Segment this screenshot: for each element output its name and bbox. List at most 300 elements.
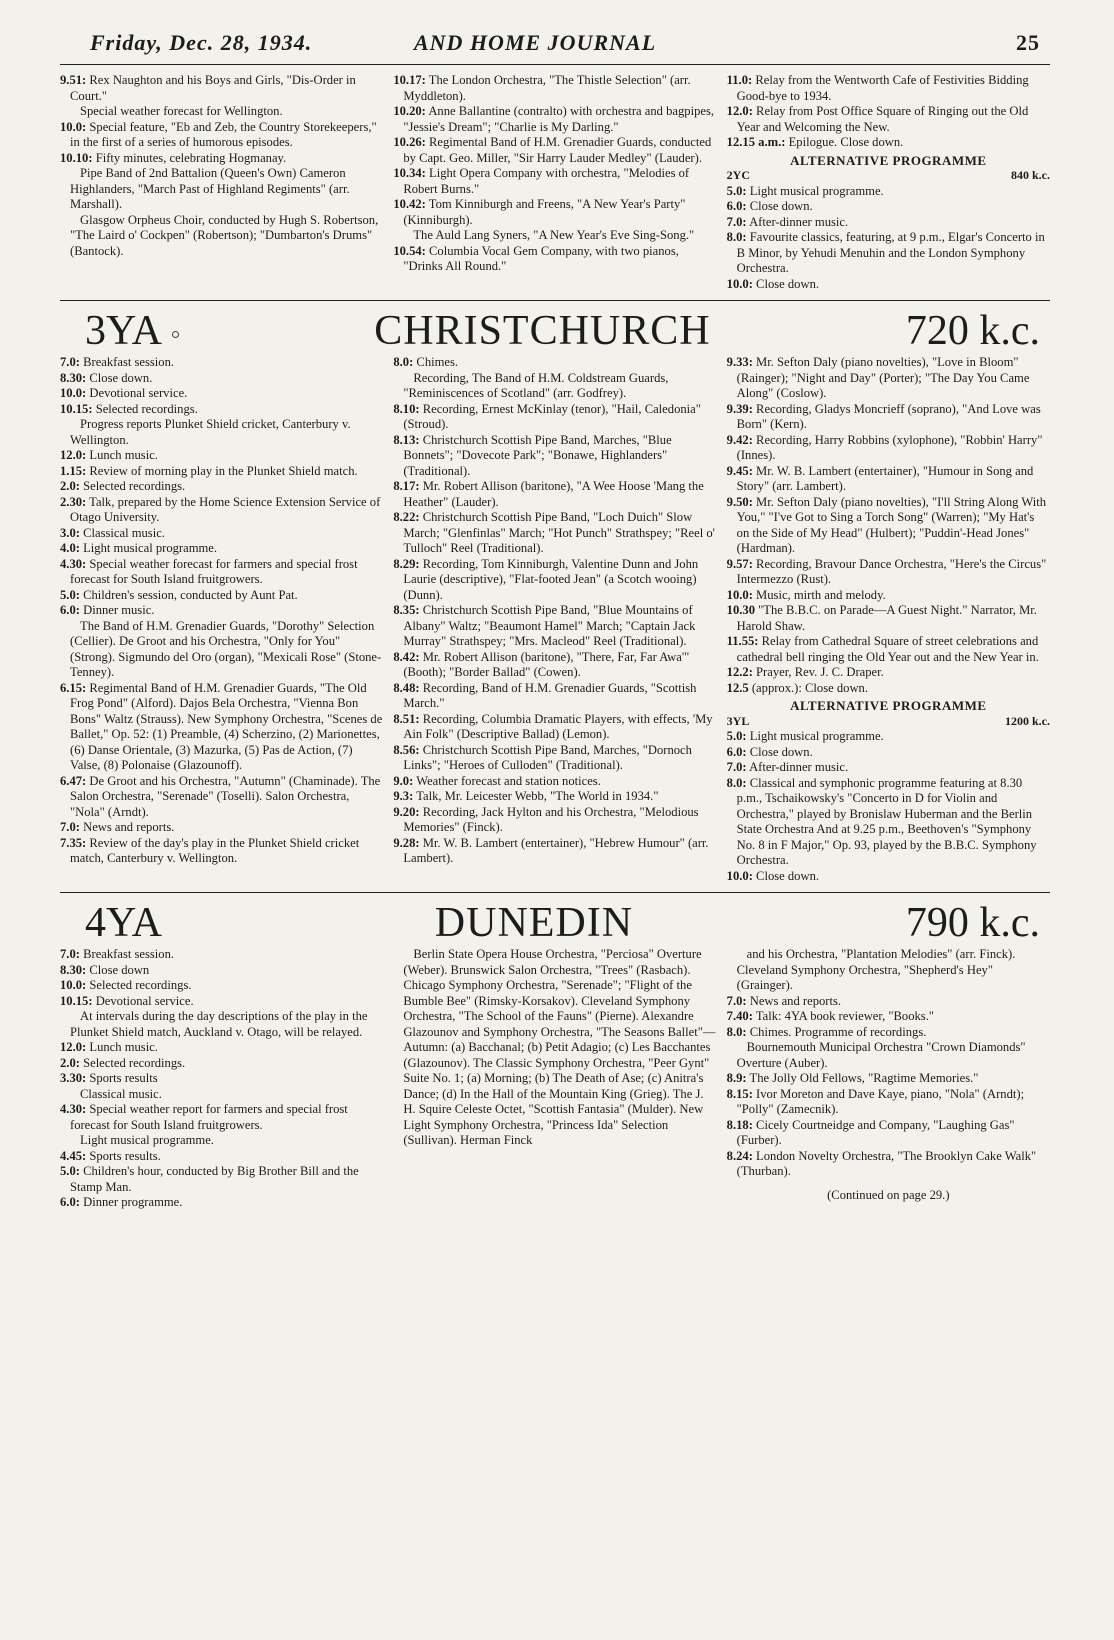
programme-entry — [727, 1087, 1050, 1118]
programme-entry — [60, 681, 383, 774]
entry-text: Selected recordings. — [89, 978, 192, 992]
entry-time: 1.15: — [60, 463, 87, 478]
programme-note: Progress reports Plunket Shield cricket, Canterbury v. Wellington. — [70, 417, 351, 447]
entry-time: 7.0: — [60, 355, 80, 369]
header-page-number: 25 — [1016, 30, 1040, 55]
entry-time: 10.15: — [60, 993, 93, 1008]
programme-entry — [393, 510, 716, 557]
entry-text: Relay from Post Office Square of Ringing out the Old Year and Welcoming the New. — [736, 104, 1029, 134]
programme-entry — [60, 1040, 383, 1056]
programme-entry — [60, 1056, 383, 1072]
entry-text: Sports results. — [89, 1148, 161, 1163]
programme-entry — [60, 386, 383, 402]
entry-time: 6.0: — [60, 1195, 80, 1209]
programme-entry — [727, 495, 1050, 557]
alt-station-freq: 840 k.c. — [1010, 168, 1050, 182]
entry-time: 10.42: — [393, 197, 426, 211]
entry-time: 10.0: — [60, 386, 87, 400]
programme-entry — [393, 166, 716, 197]
programme-entry — [727, 402, 1050, 433]
entry-time: 6.0: — [726, 199, 747, 213]
programme-entry — [727, 603, 1050, 634]
4ya-col-2 — [393, 947, 716, 1211]
entry-time: 4.30: — [60, 1102, 87, 1116]
programme-entry — [60, 994, 383, 1010]
programme-entry — [393, 789, 716, 805]
entry-text: Tom Kinniburgh and Freens, "A New Year's Party" (Kinniburgh). — [403, 197, 686, 227]
3ya-col-1 — [60, 355, 383, 884]
programme-entry — [60, 603, 383, 619]
programme-entry — [727, 869, 1050, 885]
entry-text: Recording, Harry Robbins (xylophone), "Robbin' Harry" (Innes). — [736, 432, 1043, 462]
entry-time: 8.51: — [393, 711, 420, 726]
programme-entry — [727, 760, 1050, 776]
4ya-col-1 — [60, 947, 383, 1211]
programme-entry — [727, 588, 1050, 604]
entry-time: 2.30: — [60, 494, 87, 509]
programme-entry — [727, 184, 1050, 200]
entry-time: 8.17: — [393, 479, 420, 493]
programme-entry — [727, 1118, 1050, 1149]
programme-note: and his Orchestra, "Plantation Melodies" (arr. Finck). Cleveland Symphony Orchestra, "Shepherd's Hey" (Grainger). — [736, 947, 1016, 992]
entry-time: 8.18: — [726, 1117, 753, 1132]
entry-text: Selected recordings. — [83, 479, 186, 493]
programme-note: Special weather forecast for Wellington. — [80, 104, 283, 118]
4ya-col-3 — [727, 947, 1050, 1211]
alt-programme-entries — [727, 729, 1050, 884]
entry-text: Talk: 4YA book reviewer, "Books." — [755, 1009, 934, 1023]
programme-entry — [60, 479, 383, 495]
entry-time: 12.0: — [60, 448, 87, 462]
entry-text: Christchurch Scottish Pipe Band, "Loch Duich" Slow March; "Glenfinlas" March; "Hot Punch" Strathspey; "Reel o' Tulloch" Reel (Traditional). — [403, 510, 715, 555]
entry-text: Rex Naughton and his Boys and Girls, "Dis-Order in Court." — [70, 73, 356, 103]
programme-entry — [393, 73, 716, 104]
entry-time: 12.0: — [726, 104, 753, 118]
entry-text: Christchurch Scottish Pipe Band, Marches, "Dornoch Links"; "Heroes of Culloden" (Traditional). — [403, 742, 692, 772]
programme-entry — [727, 729, 1050, 745]
station-call: 3YA — [85, 308, 163, 354]
entry-text: Special weather forecast for farmers and special frost forecast for South Island fruitgrowers. — [70, 556, 358, 586]
entry-text: The London Orchestra, "The Thistle Selection" (arr. Myddleton). — [403, 73, 691, 103]
entry-text: Close down — [89, 962, 150, 977]
top-col-2 — [393, 73, 716, 292]
entry-time: 8.15: — [726, 1086, 753, 1101]
programme-entry — [60, 541, 383, 557]
programme-entry — [727, 681, 1050, 697]
alt-station-call: 2YC — [726, 168, 750, 182]
programme-entry — [60, 402, 383, 418]
entry-time: 3.0: — [60, 525, 80, 540]
entry-text: Close down. — [749, 744, 813, 759]
programme-entry — [727, 1025, 1050, 1041]
entry-time: 9.33: — [726, 355, 753, 369]
entry-text: Recording, Bravour Dance Orchestra, "Here's the Circus" Intermezzo (Rust). — [736, 556, 1047, 586]
entry-text: Dinner programme. — [83, 1195, 183, 1209]
programme-entry — [60, 588, 383, 604]
entry-text: Close down. — [756, 868, 820, 883]
programme-entry — [60, 448, 383, 464]
entry-time: 8.10: — [393, 401, 420, 416]
entry-text: "The B.B.C. on Parade—A Guest Night." Narrator, Mr. Harold Shaw. — [736, 603, 1037, 633]
programme-entry — [727, 73, 1050, 104]
entry-time: 8.13: — [393, 432, 420, 447]
entry-time: 10.20: — [393, 104, 426, 118]
entry-text: Recording, Tom Kinniburgh, Valentine Dunn and John Laurie (descriptive), "Flat-footed Jean" (a Scotch wooing) (Dunn). — [403, 556, 699, 602]
programme-note: Pipe Band of 2nd Battalion (Queen's Own) Cameron Highlanders, "March Past of Highland Regiments" (arr. Marshall). — [70, 166, 350, 211]
entry-text: Mr. Robert Allison (baritone), "A Wee Hoose 'Mang the Heather" (Lauder). — [403, 479, 704, 509]
station-heading-4ya — [60, 892, 1050, 947]
entry-text: Anne Ballantine (contralto) with orchestra and bagpipes, "Jessie's Dream"; "Charlie is My Darling." — [403, 104, 715, 134]
entry-time: 4.30: — [60, 556, 87, 571]
entry-text: Columbia Vocal Gem Company, with two pianos, "Drinks All Round." — [403, 243, 679, 273]
entry-time: 4.45: — [60, 1148, 87, 1163]
programme-entry — [727, 776, 1050, 869]
entry-text: Regimental Band of H.M. Grenadier Guards, conducted by Capt. Geo. Miller, "Sir Harry Lauder Medley" (Lauder). — [403, 135, 712, 165]
entry-time: 7.35: — [60, 835, 87, 850]
entry-text: Ivor Moreton and Dave Kaye, piano, "Nola" (Arndt); "Polly" (Zamecnik). — [736, 1086, 1025, 1116]
entry-time: 10.54: — [393, 243, 426, 258]
entry-time: 9.28: — [393, 835, 420, 850]
entry-time: 9.39: — [726, 401, 753, 416]
programme-entry — [393, 774, 716, 790]
entry-text: Recording, Band of H.M. Grenadier Guards, "Scottish March." — [403, 680, 697, 710]
entry-text: Prayer, Rev. J. C. Draper. — [756, 665, 884, 679]
entry-time: 7.0: — [726, 760, 747, 774]
entry-text: Christchurch Scottish Pipe Band, Marches, "Blue Bonnets"; "Dovecote Park"; "Bonawe, Highlanders" (Traditional). — [403, 432, 672, 478]
entry-text: Regimental Band of H.M. Grenadier Guards, "The Old Frog Pond" (Alford). Dajos Bela Orchestra, "Vienna Bon Bons" Waltz (Strauss). New Symphony Orchestra, "Scenes de Ballet," Op. 52: (1) Preamble, (4) Scherzino, (2) Marionettes, (6) Danse Orientale, (3) Mazurka, (5) Pas de Action, (7) Valse, (8) Polonaise (Glazounoff). — [70, 680, 383, 772]
entry-time: 10.26: — [393, 135, 426, 149]
programme-entry — [60, 978, 383, 994]
entry-text: Close down. — [756, 276, 820, 291]
programme-entry — [727, 277, 1050, 293]
entry-time: 6.0: — [60, 603, 80, 617]
entry-text: Classical and symphonic programme featuring at 8.30 p.m., Tschaikowsky's "Concerto in D for Violin and Orchestra," played by Bronislaw Huberman and the Berlin State Orchestra And at 9.25 p.m., Beethoven's "Symphony No. 8 in F Major," Op. 93, played by the B.B.C. Symphony Orchestra. — [736, 775, 1037, 867]
entry-time: 6.15: — [60, 680, 87, 695]
entry-time: 9.20: — [393, 804, 420, 819]
entry-text: Weather forecast and station notices. — [416, 773, 601, 788]
entry-time: 11.55: — [726, 634, 759, 648]
entry-time: 10.10: — [60, 150, 93, 165]
entry-time: 8.30: — [60, 370, 87, 385]
entry-text: Lunch music. — [89, 448, 158, 462]
programme-entry — [393, 244, 716, 275]
page-header — [60, 30, 1050, 65]
entry-time: 5.0: — [60, 587, 80, 602]
entry-time: 7.0: — [726, 993, 747, 1008]
entry-time: 10.34: — [393, 166, 426, 180]
station-call: 4YA — [85, 900, 163, 946]
entry-text: Recording, Columbia Dramatic Players, with effects, 'My Ain Folk" (Descriptive Ballad) (Lemon). — [403, 711, 713, 741]
programme-note: At intervals during the day descriptions of the play in the Plunket Shield match, Auckland v. Otago, will be relayed. — [70, 1009, 368, 1039]
programme-entry — [60, 774, 383, 821]
alt-programme-title: ALTERNATIVE PROGRAMME — [790, 698, 987, 713]
station-city: CHRISTCHURCH — [374, 308, 711, 354]
programme-entry — [60, 820, 383, 836]
entry-time: 7.40: — [726, 1009, 753, 1023]
programme-note: Glasgow Orpheus Choir, conducted by Hugh S. Robertson, "The Laird o' Cockpen" (Robertson); "Dumbarton's Drums" (Bantock). — [70, 212, 379, 258]
programme-entry — [727, 433, 1050, 464]
programme-note: Classical music. — [80, 1086, 162, 1101]
programme-entry — [60, 495, 383, 526]
header-journal-title: AND HOME JOURNAL — [414, 30, 657, 55]
entry-text: Recording, Gladys Moncrieff (soprano), "And Love was Born" (Kern). — [736, 401, 1041, 431]
programme-entry — [393, 650, 716, 681]
station-frequency: 790 k.c. — [905, 900, 1040, 946]
entry-text: Favourite classics, featuring, at 9 p.m., Elgar's Concerto in B Minor, by Yehudi Menuhin and the London Symphony Orchestra. — [736, 230, 1045, 275]
entry-text: Fifty minutes, celebrating Hogmanay. — [95, 150, 287, 165]
entry-text: Cicely Courtneidge and Company, "Laughing Gas" (Furber). — [736, 1117, 1015, 1147]
3ya-col-2 — [393, 355, 716, 884]
entry-text: Lunch music. — [89, 1040, 158, 1054]
entry-time: 8.0: — [726, 1024, 747, 1039]
entry-time: 6.0: — [726, 744, 747, 759]
entry-text: Children's hour, conducted by Big Brother Bill and the Stamp Man. — [70, 1164, 359, 1194]
programme-entry — [727, 135, 1050, 151]
programme-entry — [393, 712, 716, 743]
entry-time: 8.56: — [393, 742, 420, 757]
entry-text: Special weather report for farmers and special frost forecast for South Island fruitgrowers. — [70, 1102, 348, 1132]
entry-text: After-dinner music. — [749, 214, 849, 229]
entry-text: Relay from the Wentworth Cafe of Festivities Bidding Good-bye to 1934. — [736, 73, 1029, 103]
alt-station-freq: 1200 k.c. — [1004, 713, 1050, 728]
entry-text: Christchurch Scottish Pipe Band, "Blue Mountains of Albany" Waltz; "Beaumont Hamel" March; "Captain Jack Murray" Strathspey; "Mrs. Macleod" Reel (Traditional). — [403, 603, 696, 648]
top-col-1 — [60, 73, 383, 292]
programme-entry — [727, 355, 1050, 402]
entry-text: Devotional service. — [95, 993, 194, 1008]
programme-entry — [60, 120, 383, 151]
section-3ya — [60, 355, 1050, 884]
programme-entry — [60, 836, 383, 867]
entry-time: 7.0: — [726, 214, 747, 229]
entry-text: Classical music. — [83, 525, 165, 540]
entry-text: London Novelty Orchestra, "The Brooklyn Cake Walk" (Thurban). — [736, 1148, 1037, 1178]
entry-text: Breakfast session. — [83, 947, 175, 961]
programme-entry — [60, 1071, 383, 1087]
programme-note: Light musical programme. — [80, 1133, 214, 1147]
programme-entry — [393, 135, 716, 166]
entry-text: Selected recordings. — [83, 1055, 186, 1070]
entry-text: Talk, prepared by the Home Science Extension Service of Otago University. — [70, 494, 381, 524]
programme-entry — [393, 681, 716, 712]
programme-entry — [393, 603, 716, 650]
entry-text: Epilogue. Close down. — [788, 135, 904, 149]
programme-entry — [60, 1102, 383, 1133]
alt-station-call: 3YL — [726, 713, 750, 728]
entry-time: 8.29: — [393, 556, 420, 571]
station-frequency: 720 k.c. — [905, 308, 1040, 354]
alt-programme-entries — [727, 184, 1050, 293]
entry-time: 3.30: — [60, 1071, 87, 1085]
newspaper-page — [60, 30, 1050, 1625]
top-col-3 — [727, 73, 1050, 292]
4ya-col-3-entries — [727, 947, 1050, 1180]
entry-time: 12.5 — [726, 680, 749, 695]
entry-text: Mr. Robert Allison (baritone), "There, Far, Far Awa'" (Booth); "Border Ballad" (Cowen). — [403, 649, 690, 679]
entry-time: 8.48: — [393, 680, 420, 695]
programme-entry — [727, 215, 1050, 231]
entry-time: 2.0: — [60, 479, 80, 493]
entry-time: 12.0: — [60, 1040, 87, 1054]
programme-entry — [727, 557, 1050, 588]
station-city: DUNEDIN — [434, 900, 634, 946]
alt-programme-title: ALTERNATIVE PROGRAMME — [790, 152, 987, 168]
programme-entry — [60, 464, 383, 480]
entry-text: Light musical programme. — [749, 729, 884, 743]
entry-time: 8.0: — [393, 355, 414, 369]
entry-text: Sports results — [89, 1071, 158, 1085]
entry-time: 5.0: — [726, 183, 747, 198]
programme-entry — [60, 371, 383, 387]
programme-entry — [60, 947, 383, 963]
programme-entry — [60, 1149, 383, 1165]
programme-note: The Auld Lang Syners, "A New Year's Eve Sing-Song." — [413, 228, 695, 242]
entry-text: Mr. Sefton Daly (piano novelties), "Love in Bloom" (Rainger); "Night and Day" (Porter); "The Day You Came Along" (Coslow). — [736, 355, 1030, 400]
station-heading-3ya — [60, 300, 1050, 355]
programme-entry — [393, 104, 716, 135]
programme-entry — [393, 402, 716, 433]
programme-entry — [393, 197, 716, 228]
section-4ya — [60, 947, 1050, 1211]
header-date: Friday, Dec. 28, 1934. — [90, 30, 313, 55]
entry-time: 2.0: — [60, 1055, 80, 1070]
entry-text: Light musical programme. — [83, 541, 218, 555]
entry-text: The Jolly Old Fellows, "Ragtime Memories." — [749, 1071, 979, 1085]
alt-station-row — [727, 714, 1050, 730]
entry-time: 6.47: — [60, 773, 87, 788]
3ya-col-3 — [727, 355, 1050, 884]
entry-text: Relay from Cathedral Square of street celebrations and cathedral bell ringing the Old Year out and the New Year in. — [736, 634, 1039, 664]
programme-entry — [727, 745, 1050, 761]
entry-time: 10.17: — [393, 73, 426, 87]
programme-entry — [60, 1164, 383, 1195]
entry-time: 8.30: — [60, 962, 87, 977]
entry-time: 8.9: — [726, 1071, 747, 1085]
entry-time: 10.0: — [726, 276, 753, 291]
entry-text: Mr. Sefton Daly (piano novelties), "I'll String Along With You," "I've Got to Sing a Torch Song" (Warren); "My Hat's on the Side of My Head" (Hulbert); "Puddin'-Head Jones" (Hardman). — [736, 494, 1047, 555]
entry-time: 8.0: — [726, 775, 747, 790]
entry-time: 9.50: — [726, 494, 753, 509]
programme-entry — [60, 151, 383, 167]
entry-text: Recording, Ernest McKinlay (tenor), "Hail, Caledonia" (Stroud). — [403, 401, 701, 431]
entry-text: Chimes. Programme of recordings. — [749, 1024, 927, 1039]
entry-time: 10.0: — [726, 587, 753, 602]
programme-entry — [60, 355, 383, 371]
entry-text: Music, mirth and melody. — [756, 587, 886, 602]
entry-text: Dinner music. — [83, 603, 155, 617]
programme-entry — [393, 479, 716, 510]
entry-time: 10.30 — [726, 603, 755, 617]
alt-station-row — [727, 168, 1050, 184]
programme-entry — [727, 1149, 1050, 1180]
entry-text: Light Opera Company with orchestra, "Melodies of Robert Burns." — [403, 166, 690, 196]
top-section — [60, 73, 1050, 292]
programme-entry — [727, 464, 1050, 495]
entry-text: Special feature, "Eb and Zeb, the Country Storekeepers," in the first of a series of humorous episodes. — [70, 119, 377, 149]
top-col-3-entries — [727, 73, 1050, 151]
entry-time: 10.0: — [60, 978, 87, 992]
entry-time: 9.45: — [726, 463, 753, 478]
entry-text: Light musical programme. — [749, 183, 884, 198]
entry-time: 9.42: — [726, 432, 753, 447]
3ya-col-3-entries — [727, 355, 1050, 696]
entry-text: Recording, Jack Hylton and his Orchestra, "Melodious Memories" (Finck). — [403, 804, 699, 834]
entry-time: 5.0: — [60, 1164, 80, 1178]
entry-time: 9.51: — [60, 73, 87, 87]
entry-time: 9.3: — [393, 789, 414, 803]
entry-time: 8.0: — [726, 230, 747, 244]
programme-entry — [393, 743, 716, 774]
entry-text: Talk, Mr. Leicester Webb, "The World in 1934." — [416, 789, 659, 803]
entry-time: 8.42: — [393, 649, 420, 664]
entry-time: 9.0: — [393, 773, 414, 788]
entry-text: Review of morning play in the Plunket Shield match. — [89, 463, 358, 478]
entry-time: 12.15 a.m.: — [726, 135, 786, 149]
programme-entry — [60, 73, 383, 104]
entry-text: Chimes. — [416, 355, 459, 369]
entry-time: 10.0: — [60, 119, 87, 134]
entry-time: 7.0: — [60, 947, 80, 961]
programme-entry — [727, 1009, 1050, 1025]
programme-entry — [727, 634, 1050, 665]
programme-entry — [393, 355, 716, 371]
entry-text: News and reports. — [83, 820, 175, 834]
programme-entry — [727, 199, 1050, 215]
programme-entry — [60, 1195, 383, 1211]
programme-entry — [727, 994, 1050, 1010]
entry-text: Mr. W. B. Lambert (entertainer), "Humour in Song and Story" (arr. Lambert). — [736, 463, 1034, 493]
programme-entry — [393, 557, 716, 604]
entry-text: Devotional service. — [89, 386, 188, 400]
entry-text: Close down. — [89, 370, 153, 385]
entry-text: Breakfast session. — [83, 355, 175, 369]
programme-entry — [393, 836, 716, 867]
entry-text: After-dinner music. — [749, 760, 849, 774]
entry-text: News and reports. — [749, 993, 842, 1008]
programme-entry — [393, 433, 716, 480]
entry-time: 8.35: — [393, 603, 420, 617]
programme-entry — [727, 230, 1050, 277]
entry-text: Review of the day's play in the Plunket Shield cricket match, Canterbury v. Wellington. — [70, 835, 360, 865]
entry-time: 8.24: — [726, 1148, 753, 1163]
programme-note: The Band of H.M. Grenadier Guards, "Dorothy" Selection (Cellier). De Groot and his Orchestra, "Only for You" (Strong). Sigmundo del Oro (organ), "Mexicali Rose" (Stone-Tenney). — [70, 618, 382, 679]
programme-entry — [727, 665, 1050, 681]
entry-time: 8.22: — [393, 510, 420, 524]
programme-entry — [60, 963, 383, 979]
continued-note: (Continued on page 29.) — [827, 1187, 950, 1202]
programme-note: Berlin State Opera House Orchestra, "Perciosa" Overture (Weber). Brunswick Salon Orchestra, "Trees" (Rasbach). Chicago Symphony Orchestra, "Serenade"; "Flight of the Bumble Bee" (Rimsky-Korsakov). Cleveland Symphony Orchestra, "The School of the Fauns" (Pierne). Alexandre Glazounov and Symphony Orchestra, "The Seasons Ballet"—Autumn: (a) Bacchanal; (b) Petit Adagio; (c) Les Bacchantes (Glazounov). The Classic Symphony Orchestra, "Peer Gynt" Suite No. 1; (a) Morning; (b) The Death of Ase; (c) Anitra's Dance; (d) In the Hall of the Mountain King (Grieg). The J. H. Squire Celeste Octet, "Scottish Fantasia" (Mulder). New Light Symphony Orchestra, "Princess Ida" Selection (Sullivan). Herman Finck — [403, 947, 716, 1147]
entry-time: 7.0: — [60, 820, 80, 834]
decorative-dot — [172, 331, 179, 338]
programme-note: Recording, The Band of H.M. Coldstream Guards, "Reminiscences of Scotland" (arr. Godfrey). — [403, 370, 669, 400]
entry-text: De Groot and his Orchestra, "Autumn" (Chaminade). The Salon Orchestra, "Serenade" (Toselli). Salon Orchestra, "Nola" (Arndt). — [70, 773, 381, 819]
entry-time: 12.2: — [726, 665, 753, 679]
entry-time: 5.0: — [726, 729, 747, 743]
entry-time: 4.0: — [60, 541, 80, 555]
programme-entry — [727, 104, 1050, 135]
entry-text: Mr. W. B. Lambert (entertainer), "Hebrew Humour" (arr. Lambert). — [403, 835, 709, 865]
entry-time: 10.0: — [726, 868, 753, 883]
entry-time: 9.57: — [726, 556, 753, 571]
programme-entry — [60, 526, 383, 542]
programme-note: Bournemouth Municipal Orchestra "Crown Diamonds" Overture (Auber). — [736, 1040, 1026, 1070]
entry-time: 10.15: — [60, 401, 93, 416]
programme-entry — [60, 557, 383, 588]
programme-entry — [393, 805, 716, 836]
entry-text: Close down. — [749, 199, 813, 213]
programme-entry — [727, 1071, 1050, 1087]
entry-text: (approx.): Close down. — [751, 680, 868, 695]
entry-time: 11.0: — [726, 73, 753, 87]
